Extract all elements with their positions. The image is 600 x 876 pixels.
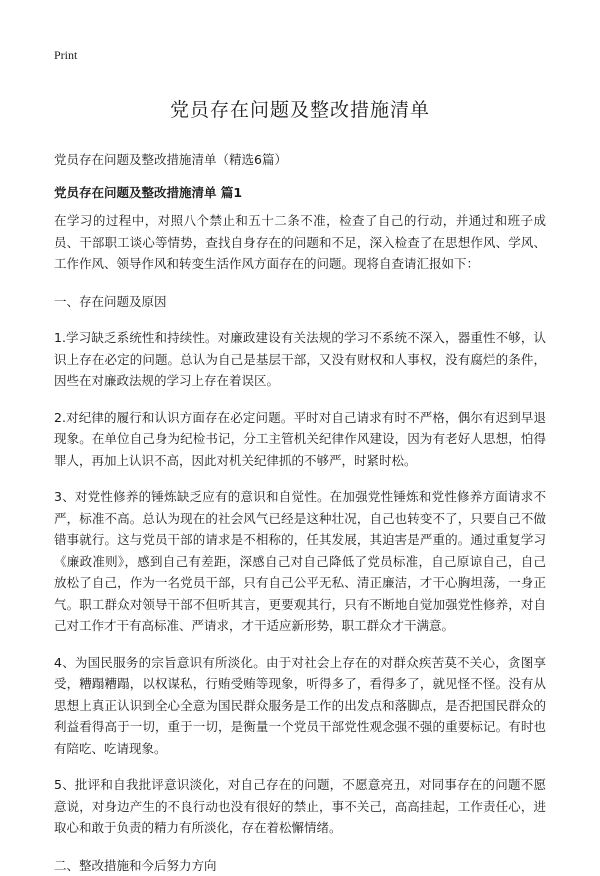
paragraph-item-3: 3、对党性修养的锤炼缺乏应有的意识和自觉性。在加强党性锤炼和党性修养方面请求不严，标准不高。总认为现在的社会风气已经是这种壮况，自己也转变不了，只要自己不做错事就行。这与党员干部的请求是不相称的，任其发展，其迫害是严重的。通过重复学习《廉政准则》，感到自己有差距，深感自己对自己降低了党员标准，自己原谅自己，自己放松了自己，作为一名党员干部，只有自己公平无私、清正廉洁，才干心胸坦荡，一身正气。职工群众对领导干部不但听其言，更要观其行，只有不断地自觉加强党性修养，对自己对工作才干有高标准、严请求，才干适应新形势，职工群众才干满意。 (54, 486, 546, 637)
paragraph-item-4: 4、为国民服务的宗旨意识有所淡化。由于对社会上存在的对群众疾苦莫不关心，贪图享受，糟蹋糟蹋，以权谋私，行贿受贿等现象，听得多了，看得多了，就见怪不怪。没有从思想上真正认识到全心全意为国民群众服务是工作的出发点和落脚点，是否把国民群众的利益看得高于一切，重于一切，是衡量一个党员干部党性观念强不强的重要标记。有时也有陪吃、吃请现象。 (54, 652, 546, 760)
paragraph-item-5: 5、批评和自我批评意识淡化，对自己存在的问题，不愿意亮丑，对同事存在的问题不愿意说，对身边产生的不良行动也没有很好的禁止，事不关己，高高挂起，工作责任心，进取心和敢于负责的精力有所淡化，存在着松懈情绪。 (54, 774, 546, 839)
section-heading-measures: 二、整改措施和今后努力方向 (54, 855, 546, 876)
document-subtitle: 党员存在问题及整改措施清单（精选6篇） (54, 150, 546, 168)
paragraph-item-2: 2.对纪律的履行和认识方面存在必定问题。平时对自己请求有时不严格，偶尔有迟到早退现象。在单位自己身为纪检书记，分工主管机关纪律作风建设，因为有老好人思想，怕得罪人，再加上认识不高，因此对机关纪律抓的不够严，时紧时松。 (54, 407, 546, 472)
section-heading-problems: 一、存在问题及原因 (54, 291, 546, 313)
paragraph-item-1: 1.学习缺乏系统性和持续性。对廉政建设有关法规的学习不系统不深入，器重性不够，认识上存在必定的问题。总认为自己是基层干部，又没有财权和人事权，没有腐烂的条件，因些在对廉政法规的学习上存在着误区。 (54, 327, 546, 392)
article-heading: 党员存在问题及整改措施清单 篇1 (54, 183, 546, 201)
print-link[interactable]: Print (54, 48, 77, 63)
intro-paragraph: 在学习的过程中，对照八个禁止和五十二条不准，检查了自己的行动，并通过和班子成员、干部职工谈心等情势，查找自身存在的问题和不足，深入检查了在思想作风、学风、工作作风、领导作风和转变生活作风方面存在的问题。现将自查请汇报如下： (54, 210, 546, 275)
page-title: 党员存在问题及整改措施清单 (54, 95, 546, 122)
